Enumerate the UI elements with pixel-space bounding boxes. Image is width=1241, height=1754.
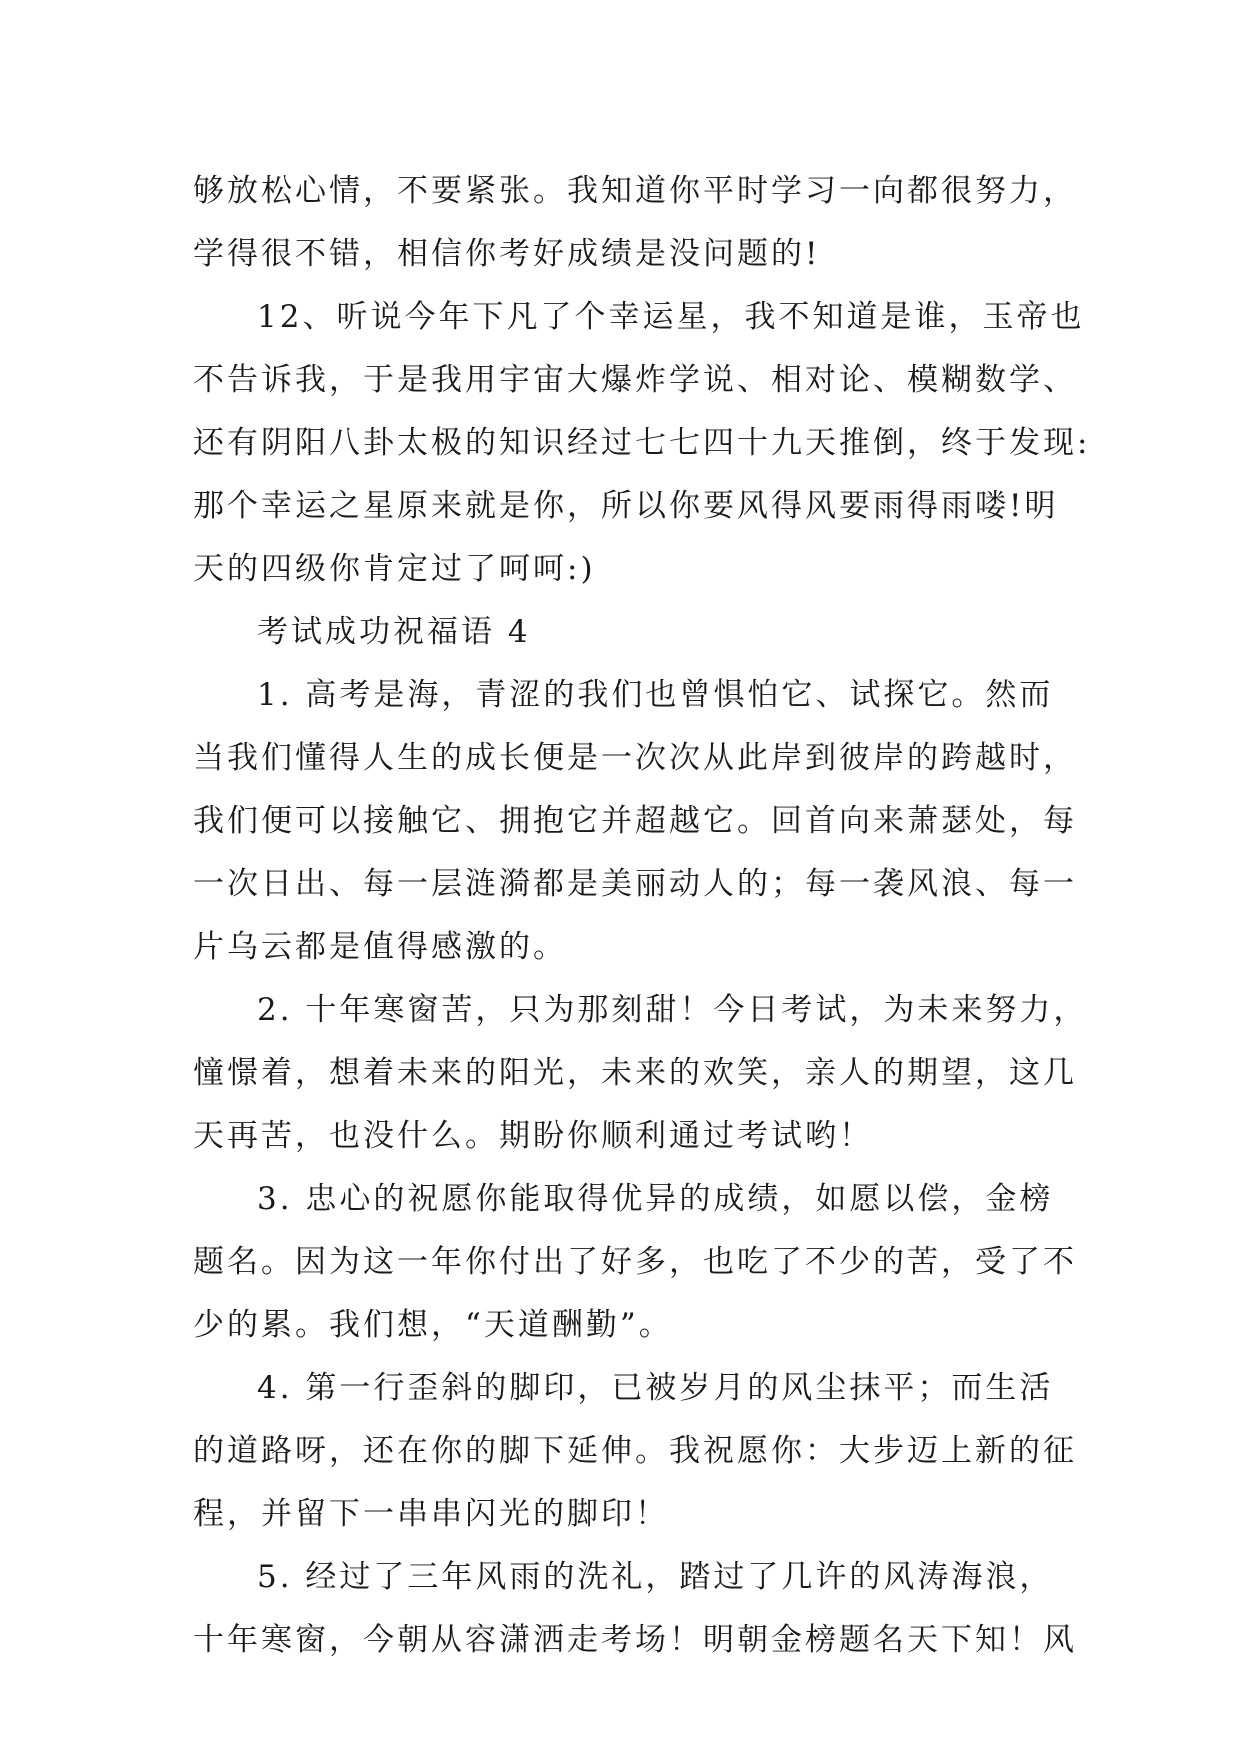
section-heading: 考试成功祝福语 4 — [257, 614, 531, 650]
text-line: 5. 经过了三年风雨的洗礼，踏过了几许的风涛海浪， — [257, 1559, 1054, 1595]
text-line: 题名。因为这一年你付出了好多，也吃了不少的苦，受了不 — [193, 1244, 1077, 1280]
text-line: 少的累。我们想，“天道酬勤”。 — [193, 1307, 673, 1343]
text-line: 2. 十年寒窗苦，只为那刻甜！今日考试，为未来努力， — [257, 992, 1088, 1028]
text-line: 学得很不错，相信你考好成绩是没问题的! — [193, 236, 821, 272]
text-line: 当我们懂得人生的成长便是一次次从此岸到彼岸的跨越时， — [193, 740, 1077, 776]
text-line: 的道路呀，还在你的脚下延伸。我祝愿你：大步迈上新的征 — [193, 1433, 1077, 1469]
text-line: 12、听说今年下凡了个幸运星，我不知道是谁，玉帝也 — [257, 299, 1085, 335]
text-line: 那个幸运之星原来就是你，所以你要风得风要雨得雨喽!明 — [193, 488, 1059, 524]
text-line: 天的四级你肯定过了呵呵:) — [193, 551, 596, 587]
text-line: 4. 第一行歪斜的脚印，已被岁月的风尘抹平；而生活 — [257, 1370, 1054, 1406]
text-line: 憧憬着，想着未来的阳光，未来的欢笑，亲人的期望，这几 — [193, 1055, 1077, 1091]
text-line: 天再苦，也没什么。期盼你顺利通过考试哟！ — [193, 1118, 873, 1154]
text-line: 还有阴阳八卦太极的知识经过七七四十九天推倒，终于发现: — [193, 425, 1091, 461]
text-line: 我们便可以接触它、拥抱它并超越它。回首向来萧瑟处，每 — [193, 803, 1077, 839]
text-line: 十年寒窗，今朝从容潇洒走考场！明朝金榜题名天下知！风 — [193, 1622, 1077, 1658]
text-line: 一次日出、每一层涟漪都是美丽动人的；每一袭风浪、每一 — [193, 866, 1077, 902]
text-line: 不告诉我，于是我用宇宙大爆炸学说、相对论、模糊数学、 — [193, 362, 1077, 398]
text-line: 3. 忠心的祝愿你能取得优异的成绩，如愿以偿，金榜 — [257, 1181, 1054, 1217]
text-line: 够放松心情，不要紧张。我知道你平时学习一向都很努力， — [193, 173, 1077, 209]
text-line: 1. 高考是海，青涩的我们也曾惧怕它、试探它。然而 — [257, 677, 1054, 713]
text-line: 程，并留下一串串闪光的脚印！ — [193, 1496, 669, 1532]
document-body — [193, 160, 1091, 1672]
text-line: 片乌云都是值得感激的。 — [193, 929, 567, 965]
